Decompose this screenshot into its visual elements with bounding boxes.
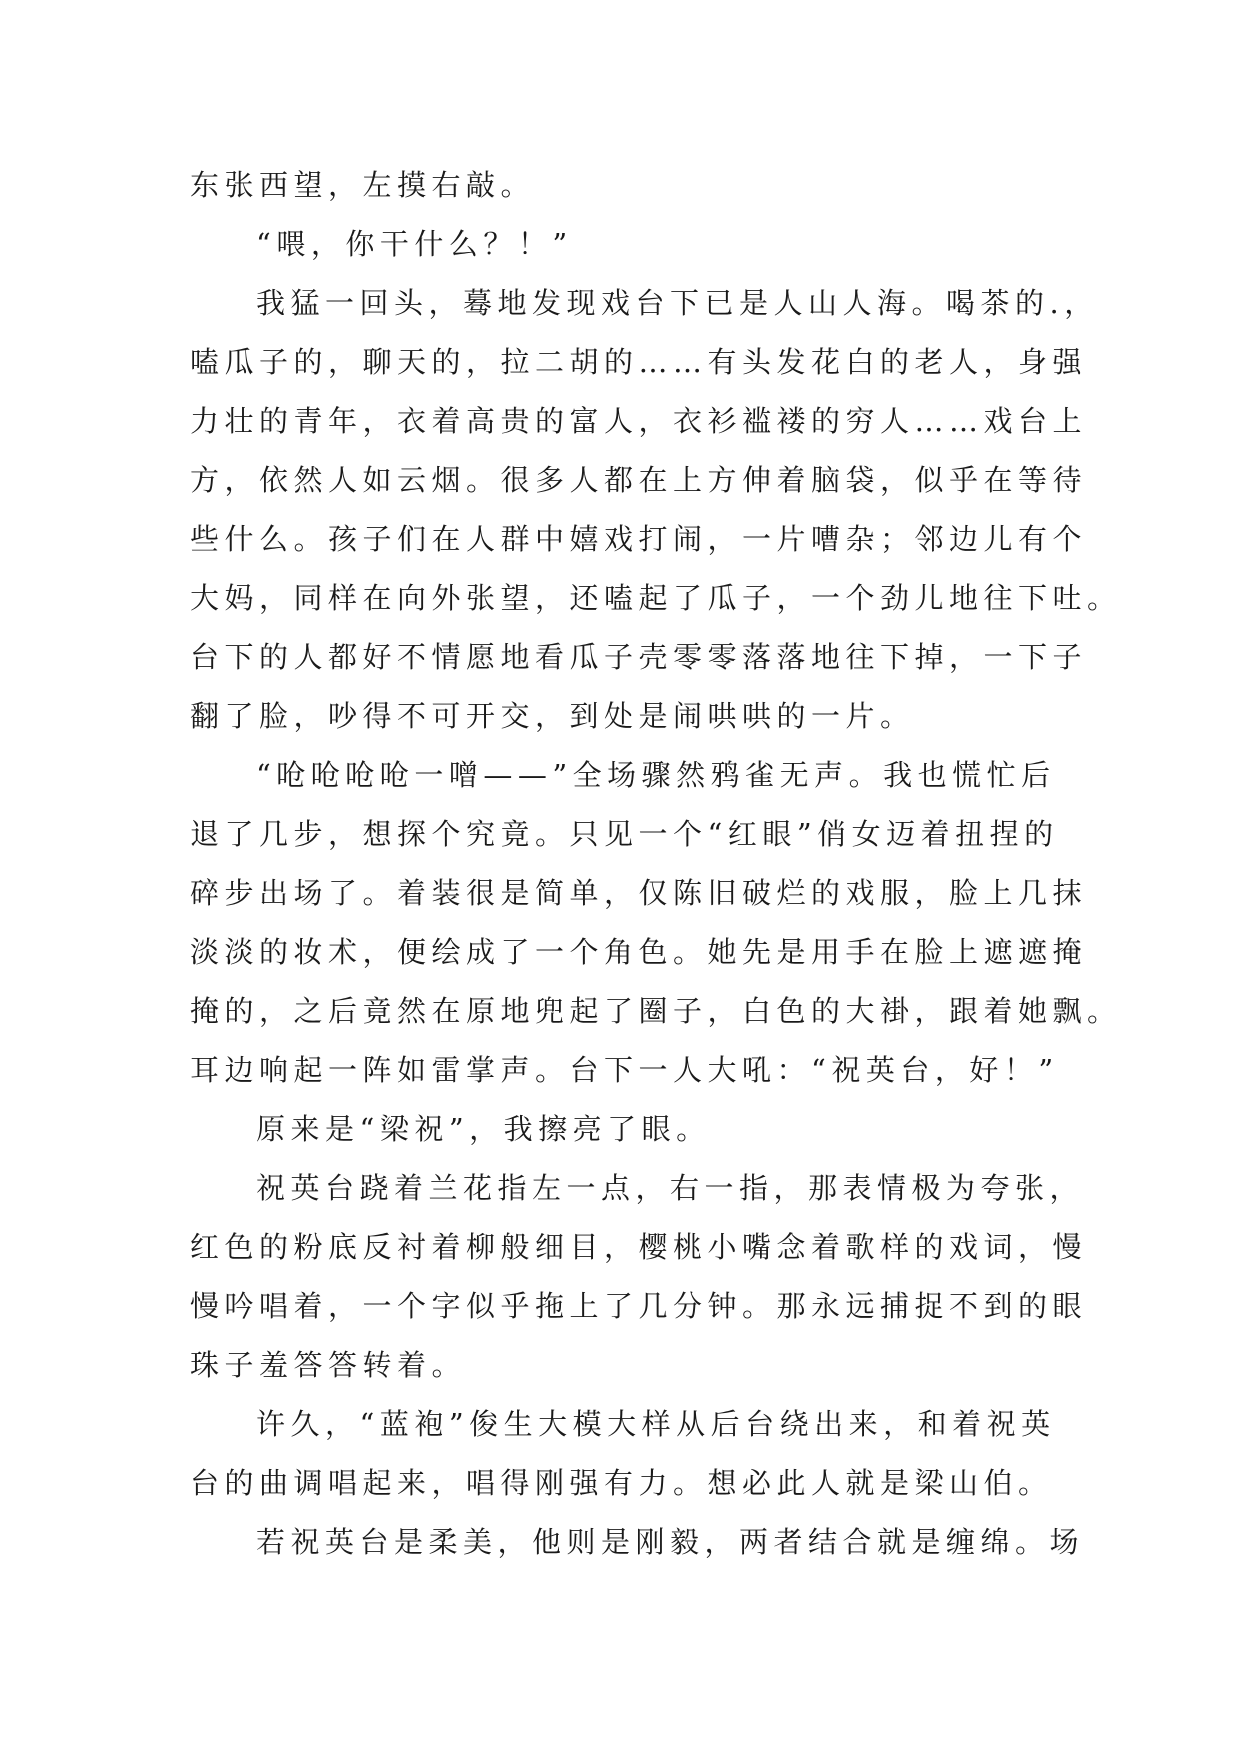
text-line: 若祝英台是柔美，他则是刚毅，两者结合就是缠绵。场 [256,1525,1085,1559]
text-line: 我猛一回头，蓦地发现戏台下已是人山人海。喝茶的.， [256,286,1099,320]
text-line: 碎步出场了。着装很是简单，仅陈旧破烂的戏服，脸上几抹 [190,876,1088,910]
text-line: 嗑瓜子的，聊天的，拉二胡的……有头发花白的老人，身强 [190,345,1088,379]
text-line: 淡淡的妆术，便绘成了一个角色。她先是用手在脸上遮遮掩 [190,935,1088,969]
text-line: “呛呛呛呛一噌——”全场骤然鸦雀无声。我也慌忙后 [256,758,1056,792]
text-line: 大妈，同样在向外张望，还嗑起了瓜子，一个劲儿地往下吐。 [190,581,1122,615]
text-line: 东张西望，左摸右敲。 [190,168,536,202]
text-line: 掩的，之后竟然在原地兜起了圈子，白色的大褂，跟着她飘。 [190,994,1122,1028]
text-line: 原来是“梁祝”，我擦亮了眼。 [256,1112,711,1146]
text-line: 退了几步，想探个究竟。只见一个“红眼”俏女迈着扭捏的 [190,817,1059,851]
text-line: 翻了脸，吵得不可开交，到处是闹哄哄的一片。 [190,699,915,733]
text-line: 方，依然人如云烟。很多人都在上方伸着脑袋，似乎在等待 [190,463,1088,497]
text-line: “喂，你干什么？！” [256,227,573,261]
text-line: 耳边响起一阵如雷掌声。台下一人大吼：“祝英台，好！” [190,1053,1059,1087]
body-text [190,156,1122,1572]
text-line: 些什么。孩子们在人群中嬉戏打闹，一片嘈杂；邻边儿有个 [190,522,1088,556]
text-line: 力壮的青年，衣着高贵的富人，衣衫褴褛的穷人……戏台上 [190,404,1088,438]
text-line: 许久，“蓝袍”俊生大模大样从后台绕出来，和着祝英 [256,1407,1056,1441]
text-line: 台的曲调唱起来，唱得刚强有力。想必此人就是梁山伯。 [190,1466,1053,1500]
text-line: 祝英台跷着兰花指左一点，右一指，那表情极为夸张， [256,1171,1085,1205]
text-line: 珠子羞答答转着。 [190,1348,467,1382]
text-line: 慢吟唱着，一个字似乎拖上了几分钟。那永远捕捉不到的眼 [190,1289,1088,1323]
text-line: 红色的粉底反衬着柳般细目，樱桃小嘴念着歌样的戏词，慢 [190,1230,1088,1264]
text-line: 台下的人都好不情愿地看瓜子壳零零落落地往下掉，一下子 [190,640,1088,674]
